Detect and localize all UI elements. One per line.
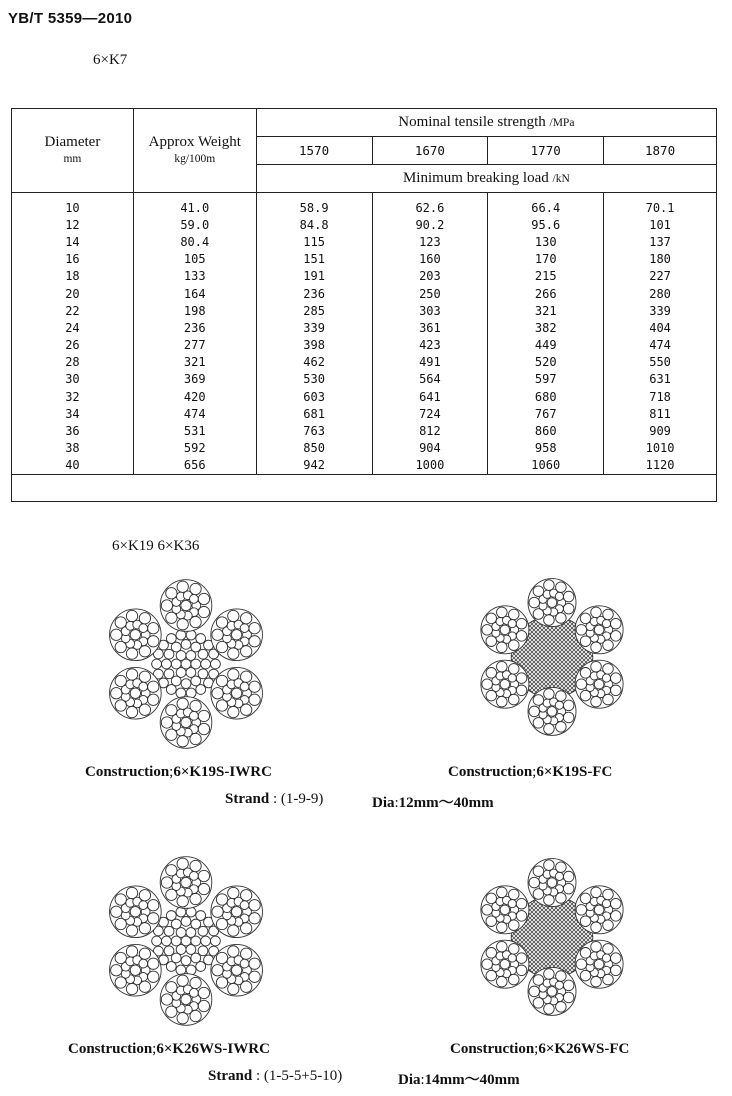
construction-caption-3: Construction;6×K26WS-IWRC <box>68 1041 270 1057</box>
table-cell: 550 <box>604 354 717 371</box>
table-cell: 420 <box>133 388 256 405</box>
rope-diagram-fc-2 <box>472 852 632 1022</box>
table-cell: 12 <box>65 217 80 232</box>
table-cell: 36 <box>65 424 80 439</box>
table-row <box>12 251 717 268</box>
table-cell: 361 <box>372 319 488 336</box>
construction-caption-2: Construction;6×K19S-FC <box>448 764 613 780</box>
table-cell: 724 <box>372 405 488 422</box>
table-row <box>12 216 717 233</box>
construction-value: 6×K26WS-FC <box>538 1041 630 1057</box>
table-cell: 180 <box>604 251 717 268</box>
table-cell: 215 <box>488 268 604 285</box>
table-cell: 227 <box>604 268 717 285</box>
table-row <box>12 233 717 250</box>
table-cell: 26 <box>65 338 80 353</box>
strand <box>160 857 212 909</box>
table-cell: 160 <box>372 251 488 268</box>
strand <box>528 687 576 735</box>
table-cell: 812 <box>372 422 488 439</box>
table-cell: 66.4 <box>488 193 604 217</box>
table-cell: 101 <box>604 216 717 233</box>
table-row <box>12 268 717 285</box>
table-cell: 32 <box>65 389 80 404</box>
strand <box>575 660 623 708</box>
strand <box>211 944 263 996</box>
strand <box>528 859 576 907</box>
dia-label: Dia <box>398 1072 421 1088</box>
strand <box>110 609 162 661</box>
steel-core <box>152 907 221 975</box>
diameter-header <box>12 109 134 193</box>
strand <box>110 886 162 938</box>
table-cell: 170 <box>488 251 604 268</box>
table-cell: 958 <box>488 440 604 457</box>
table-cell: 1060 <box>488 457 604 475</box>
table-cell: 909 <box>604 422 717 439</box>
rope-diagram-fc-1 <box>472 572 632 742</box>
diameter-label: Diameter <box>44 134 101 150</box>
dia-caption-1: Dia:12mm～40mm <box>372 795 494 811</box>
table-row <box>12 302 717 319</box>
table-cell: 115 <box>256 233 372 250</box>
table-cell: 40 <box>65 458 80 473</box>
table-cell: 474 <box>604 337 717 354</box>
weight-unit: kg/100m <box>174 153 216 165</box>
table-cell: 904 <box>372 440 488 457</box>
table-cell: 1000 <box>372 457 488 475</box>
table-cell: 18 <box>65 269 80 284</box>
table-cell: 236 <box>256 285 372 302</box>
table-cell: 767 <box>488 405 604 422</box>
strand <box>575 940 623 988</box>
table-cell: 423 <box>372 337 488 354</box>
table-cell: 105 <box>133 251 256 268</box>
strand <box>528 579 576 627</box>
construction-value: 6×K26WS-IWRC <box>156 1041 270 1057</box>
table-cell: 123 <box>372 233 488 250</box>
table-cell: 203 <box>372 268 488 285</box>
strand-caption-2: Strand : (1-5-5+5-10) <box>208 1068 343 1084</box>
table-cell: 680 <box>488 388 604 405</box>
table-cell: 339 <box>604 302 717 319</box>
table-cell: 631 <box>604 371 717 388</box>
dia-value: 12mm～40mm <box>398 795 494 811</box>
table-cell: 133 <box>133 268 256 285</box>
table-cell: 198 <box>133 302 256 319</box>
nominal-strength-label: Nominal tensile strength <box>398 114 546 130</box>
grade-header: 1670 <box>372 137 488 165</box>
table-cell: 531 <box>133 422 256 439</box>
table-cell: 250 <box>372 285 488 302</box>
table-row <box>12 193 717 217</box>
table-cell: 530 <box>256 371 372 388</box>
weight-label: Approx Weight <box>148 134 241 150</box>
standard-number: YB/T 5359—2010 <box>8 10 133 27</box>
strand-label: Strand <box>208 1068 253 1084</box>
table-cell: 236 <box>133 319 256 336</box>
table-cell: 763 <box>256 422 372 439</box>
table-row <box>12 337 717 354</box>
table-cell: 30 <box>65 372 80 387</box>
construction-value: 6×K19S-FC <box>536 764 613 780</box>
strand <box>110 667 162 719</box>
table-row <box>12 319 717 336</box>
table-cell: 285 <box>256 302 372 319</box>
table-row <box>12 285 717 302</box>
table-row <box>12 422 717 439</box>
table-cell: 70.1 <box>604 193 717 217</box>
table-cell: 59.0 <box>133 216 256 233</box>
table-cell: 24 <box>65 320 80 335</box>
strand <box>481 940 529 988</box>
strand <box>575 606 623 654</box>
rope-diagram-iwrc-2 <box>100 855 272 1027</box>
table-cell: 16 <box>65 252 80 267</box>
weight-header <box>133 109 256 193</box>
table-row <box>12 371 717 388</box>
table-cell: 58.9 <box>256 193 372 217</box>
table-cell: 398 <box>256 337 372 354</box>
grade-header: 1570 <box>256 137 372 165</box>
table-row <box>12 457 717 475</box>
construction-value: 6×K19S-IWRC <box>173 764 272 780</box>
strand <box>481 886 529 934</box>
table-cell: 137 <box>604 233 717 250</box>
table-cell: 339 <box>256 319 372 336</box>
table-cell: 22 <box>65 303 80 318</box>
table-cell: 321 <box>133 354 256 371</box>
table-cell: 811 <box>604 405 717 422</box>
table-cell: 564 <box>372 371 488 388</box>
table-cell: 681 <box>256 405 372 422</box>
table-cell: 38 <box>65 441 80 456</box>
table-cell: 656 <box>133 457 256 475</box>
table-cell: 449 <box>488 337 604 354</box>
table-cell: 474 <box>133 405 256 422</box>
construction-label: Construction <box>448 764 533 780</box>
table-cell: 84.8 <box>256 216 372 233</box>
table-cell: 62.6 <box>372 193 488 217</box>
nominal-strength-header <box>256 109 716 137</box>
breaking-load-label: Minimum breaking load <box>402 170 549 186</box>
table-cell: 1120 <box>604 457 717 475</box>
table-cell: 303 <box>372 302 488 319</box>
table-cell: 41.0 <box>133 193 256 217</box>
rope-diagram-iwrc-1 <box>100 578 272 750</box>
table-cell: 520 <box>488 354 604 371</box>
table-cell: 130 <box>488 233 604 250</box>
breaking-load-table <box>11 108 717 502</box>
section-title-6xk7: 6×K7 <box>93 52 128 68</box>
table-row <box>12 354 717 371</box>
dia-value: 14mm～40mm <box>424 1072 520 1088</box>
table-row <box>12 440 717 457</box>
table-cell: 850 <box>256 440 372 457</box>
strand <box>481 660 529 708</box>
table-cell: 592 <box>133 440 256 457</box>
table-cell: 462 <box>256 354 372 371</box>
strand <box>211 886 263 938</box>
table-cell: 369 <box>133 371 256 388</box>
strand <box>211 667 263 719</box>
table-cell: 491 <box>372 354 488 371</box>
table-cell: 95.6 <box>488 216 604 233</box>
table-cell: 20 <box>65 286 80 301</box>
table-cell: 151 <box>256 251 372 268</box>
table-cell: 641 <box>372 388 488 405</box>
strand <box>481 606 529 654</box>
construction-caption-1: Construction;6×K19S-IWRC <box>85 764 272 780</box>
table-cell: 321 <box>488 302 604 319</box>
table-cell: 191 <box>256 268 372 285</box>
strand-caption-1: Strand : (1-9-9) <box>225 791 324 807</box>
table-cell: 28 <box>65 355 80 370</box>
table-cell: 277 <box>133 337 256 354</box>
strand <box>211 609 263 661</box>
table-cell: 1010 <box>604 440 717 457</box>
dia-caption-2: Dia:14mm～40mm <box>398 1072 520 1088</box>
construction-label: Construction <box>85 764 170 780</box>
strand <box>110 944 162 996</box>
strand-value: (1-9-9) <box>280 791 324 807</box>
table-cell: 10 <box>65 200 80 215</box>
strand <box>575 886 623 934</box>
strand <box>528 967 576 1015</box>
strand <box>160 697 212 749</box>
table-cell: 603 <box>256 388 372 405</box>
grade-header: 1770 <box>488 137 604 165</box>
table-cell: 860 <box>488 422 604 439</box>
section-title-6xk19-6xk36: 6×K19 6×K36 <box>112 538 200 554</box>
dia-label: Dia <box>372 795 395 811</box>
construction-caption-4: Construction;6×K26WS-FC <box>450 1041 630 1057</box>
table-row <box>12 388 717 405</box>
table-cell: 280 <box>604 285 717 302</box>
table-cell: 80.4 <box>133 233 256 250</box>
breaking-load-unit: /kN <box>552 173 570 185</box>
table-cell: 164 <box>133 285 256 302</box>
strand <box>160 974 212 1026</box>
strand-label: Strand <box>225 791 270 807</box>
strand-value: (1-5-5+5-10) <box>263 1068 343 1084</box>
diameter-unit: mm <box>63 153 82 165</box>
breaking-load-header <box>256 165 716 193</box>
table-cell: 718 <box>604 388 717 405</box>
strand <box>160 580 212 632</box>
table-cell: 404 <box>604 319 717 336</box>
construction-label: Construction <box>450 1041 535 1057</box>
table-cell: 14 <box>65 234 80 249</box>
table-footer-row <box>12 475 717 502</box>
steel-core <box>152 630 221 698</box>
table-cell: 382 <box>488 319 604 336</box>
nominal-strength-unit: /MPa <box>549 117 575 129</box>
table-cell: 34 <box>65 406 80 421</box>
grade-header: 1870 <box>604 137 717 165</box>
table-row <box>12 405 717 422</box>
table-cell: 266 <box>488 285 604 302</box>
construction-label: Construction <box>68 1041 153 1057</box>
table-cell: 597 <box>488 371 604 388</box>
table-cell: 942 <box>256 457 372 475</box>
table-cell: 90.2 <box>372 216 488 233</box>
